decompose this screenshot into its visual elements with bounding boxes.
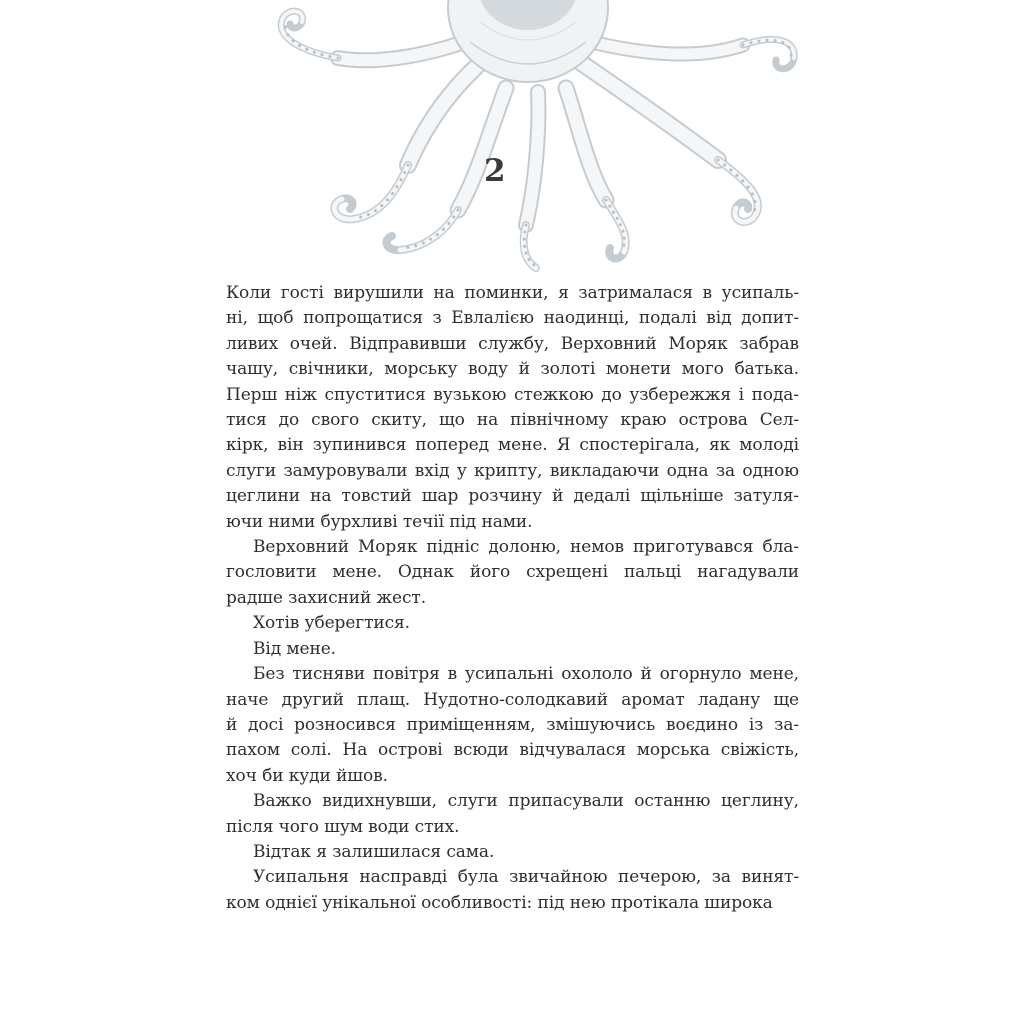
text-line: Відтак я залишилася сама. — [253, 841, 495, 862]
octopus-illustration — [228, 0, 828, 280]
text-line: слуги замуровували вхід у крипту, викладаючи одна за одною — [226, 460, 799, 481]
text-line: ні, щоб попрощатися з Евлалією наодинці, подалі від допит- — [226, 308, 799, 329]
text-line: гословити мене. Однак його схрещені пальці нагадували — [226, 562, 799, 583]
text-line: Перш ніж спуститися вузькою стежкою до узбережжя і пода- — [226, 384, 799, 405]
text-line: цеглини на товстий шар розчину й дедалі щільніше затуля- — [226, 486, 799, 507]
text-line: хоч би куди йшов. — [226, 765, 388, 786]
octopus-icon — [228, 0, 828, 280]
text-line: й досі розносився приміщенням, змішуючись воєдино із за- — [226, 714, 799, 735]
text-line: Верховний Моряк підніс долоню, немов приготувався бла- — [253, 537, 799, 558]
text-line: Без тисняви повітря в усипальні охололо й огорнуло мене, — [253, 664, 799, 685]
text-line: ком однієї унікальної особливості: під нею протікала широка — [226, 892, 773, 913]
chapter-number: 2 — [483, 153, 507, 189]
text-line: після чого шум води стих. — [226, 816, 460, 837]
body-text — [226, 281, 799, 916]
text-line: пахом солі. На острові всюди відчувалася морська свіжість, — [226, 740, 799, 761]
text-line: наче другий плащ. Нудотно-солодкавий аромат ладану ще — [226, 689, 799, 710]
text-line: чашу, свічники, морську воду й золоті монети мого батька. — [226, 359, 799, 380]
text-line: Хотів уберегтися. — [253, 613, 410, 634]
text-line: радше захисний жест. — [226, 587, 427, 608]
text-line: кірк, він зупинився поперед мене. Я спостерігала, як молоді — [226, 435, 799, 456]
text-line: ючи ними бурхливі течії під нами. — [226, 511, 533, 532]
text-line: ливих очей. Відправивши службу, Верховний Моряк забрав — [226, 333, 799, 354]
text-line: Від мене. — [253, 638, 336, 659]
text-line: Важко видихнувши, слуги припасували останню цеглину, — [253, 791, 799, 812]
text-line: Коли гості вирушили на поминки, я затрималася в усипаль- — [226, 283, 799, 303]
text-line: тися до свого скиту, що на північному краю острова Сел- — [226, 410, 799, 431]
text-line: Усипальня насправді була звичайною печерою, за винят- — [253, 867, 799, 888]
